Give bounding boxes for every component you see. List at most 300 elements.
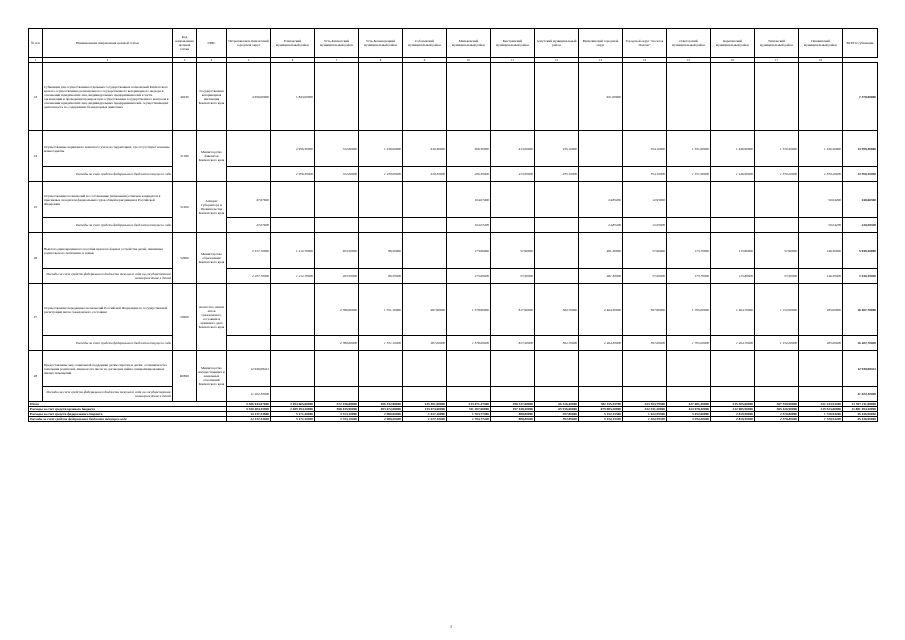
row-federal-value <box>491 387 535 402</box>
row-federal-label: Расходы за счет средств федерального бюджета текущего года на государственное вознаграждение в детей <box>43 269 173 284</box>
totals-value: 597,80000 <box>535 417 579 422</box>
row-federal-total: 240,60300 <box>843 218 878 233</box>
row-value: 86,50000 <box>359 233 403 269</box>
row-value: 24,85200 <box>579 182 623 218</box>
header-municipality: Городской округ "поселок Палана" <box>623 29 667 58</box>
row-total: 13 599,30000 <box>843 131 878 167</box>
row-value: 173,60000 <box>447 233 491 269</box>
row-federal-value: 610,30000 <box>403 167 447 182</box>
row-federal-value: 173,70000 <box>667 269 711 284</box>
header-municipality: Алеутский муниципальный район <box>535 29 579 58</box>
column-number: 8 <box>359 58 403 63</box>
row-value: 397,60000 <box>623 284 667 336</box>
row-federal-value: 2 956,30000 <box>271 167 315 182</box>
row-number: 28 <box>29 351 43 402</box>
row-federal-label: Расходы за счет средств федерального бюджета текущего года <box>43 336 173 351</box>
header-municipality: Тигильский муниципальный район <box>755 29 799 58</box>
row-value <box>403 182 447 218</box>
totals-value: 3 052,60000 <box>667 417 711 422</box>
totals-value: 424 678,30000 <box>667 407 711 412</box>
row-value <box>755 63 799 131</box>
row-value: 185,00000 <box>799 284 843 336</box>
row-number: 23 <box>29 63 43 131</box>
row-federal-value <box>271 387 315 402</box>
row-value: 1 239,00000 <box>359 131 403 167</box>
totals-value: 2 570,80000 <box>755 417 799 422</box>
column-number: 11 <box>491 58 535 63</box>
column-number: 7 <box>315 58 359 63</box>
totals-total: 11 927 211,08000 <box>843 402 878 407</box>
row-value: 203,50000 <box>315 233 359 269</box>
header-municipality: Елизовский муниципальный район <box>271 29 315 58</box>
row-federal-label: Расходы за счет средств федерального бюджета текущего года <box>43 218 173 233</box>
totals-value: 5 152,15300 <box>579 412 623 417</box>
totals-value: 496 532,88000 <box>359 402 403 407</box>
row-value <box>667 351 711 387</box>
row-federal-value: 104,07400 <box>447 218 491 233</box>
row-federal-value <box>315 218 359 233</box>
row-federal-value <box>667 387 711 402</box>
header-municipality: Пенжинский муниципальный район <box>799 29 843 58</box>
totals-value: 597,80000 <box>535 412 579 417</box>
row-value: 2 237,70000 <box>227 233 271 269</box>
row-federal-value <box>271 336 315 351</box>
row-code: 40230 <box>173 63 197 131</box>
row-value <box>227 284 271 336</box>
row-federal-value <box>623 387 667 402</box>
column-number: 10 <box>447 58 491 63</box>
totals-value: 66 316,40000 <box>535 402 579 407</box>
row-federal-value <box>403 218 447 233</box>
row-value: 817,90000 <box>491 284 535 336</box>
row-grbs: Государственная ветеринарная инспекция Камчатского края <box>197 63 227 131</box>
row-federal-value <box>359 387 403 402</box>
totals-value: 2 819,50000 <box>711 417 755 422</box>
header-municipality: Петропавловск-Камчатский городской округ <box>227 29 271 58</box>
totals-value: 572 156,08000 <box>315 402 359 407</box>
totals-value: 315 505,60000 <box>711 402 755 407</box>
row-value <box>535 63 579 131</box>
row-federal-value: 206,30000 <box>447 167 491 182</box>
row-value: 1 551,10000 <box>359 284 403 336</box>
totals-value: 1 763,77400 <box>447 417 491 422</box>
totals-value: 321 243,94200 <box>799 402 843 407</box>
row-value <box>271 182 315 218</box>
row-federal-value <box>271 218 315 233</box>
totals-value: 3 723,10000 <box>315 412 359 417</box>
table-body <box>29 58 878 422</box>
row-value <box>447 351 491 387</box>
row-federal-value: 115,80000 <box>711 269 755 284</box>
row-value: 362,70000 <box>535 284 579 336</box>
column-number: 12 <box>535 58 579 63</box>
row-federal-value <box>799 387 843 402</box>
totals-value: 135 491,90000 <box>403 402 447 407</box>
totals-value: 1 720,94200 <box>799 412 843 417</box>
row-value: 115,80000 <box>711 233 755 269</box>
row-value <box>491 351 535 387</box>
column-number: 2 <box>43 58 173 63</box>
totals-value: 365 426,90000 <box>755 407 799 412</box>
row-value <box>755 182 799 218</box>
totals-value: 1 763,77400 <box>447 412 491 417</box>
row-value: 722,60000 <box>315 131 359 167</box>
row-value: 997,60000 <box>403 284 447 336</box>
row-federal-value: 57,90000 <box>491 269 535 284</box>
row-federal-value: 86,50000 <box>359 269 403 284</box>
totals-value: 568 435,90000 <box>315 407 359 412</box>
subvention-table <box>28 28 878 422</box>
column-number: 4 <box>197 58 227 63</box>
row-federal-value <box>579 387 623 402</box>
table-row <box>29 351 878 387</box>
row-federal-value <box>447 387 491 402</box>
row-name: Субвенции для осуществления отдельных государственных полномочий Камчатского края по осуществлению регионального государственного ветеринарного надзора в отношении юридических лиц, индивидуальных предпринимателей в части организации и проведения проверок при осуществлении государственного контроля в отношении юридических лиц, индивидуальных предпринимателей, осуществляющих деятельность по содержанию безнадзорных животных <box>43 63 173 131</box>
row-value: 50,04200 <box>799 182 843 218</box>
row-federal-value: 481,30000 <box>579 269 623 284</box>
row-federal-value <box>579 167 623 182</box>
row-federal-value <box>315 387 359 402</box>
row-grbs: Аппарат Губернатора и Правительства Камчатского края <box>197 182 227 233</box>
row-code: 51200 <box>173 182 197 233</box>
row-value <box>271 351 315 387</box>
totals-value: 2 494 665,60000 <box>271 402 315 407</box>
row-value <box>491 182 535 218</box>
row-value: 206,30000 <box>447 131 491 167</box>
row-name: Предоставление мер социальной поддержки детям-сиротам и детям, оставшимся без попечения родителей, лицам из их числа по договорам найма специализированных жилых помещений <box>43 351 173 387</box>
row-federal-value: 1 795,00000 <box>667 336 711 351</box>
row-federal-value <box>535 387 579 402</box>
row-federal-value: 1 152,00000 <box>755 336 799 351</box>
table-row-federal <box>29 336 878 351</box>
row-value <box>755 351 799 387</box>
row-code: 51180 <box>173 131 197 182</box>
row-total: 7 370,00000 <box>843 63 878 131</box>
row-value <box>535 182 579 218</box>
totals-value: 493 672,08000 <box>359 407 403 412</box>
row-value <box>403 233 447 269</box>
table-row-federal <box>29 387 878 402</box>
row-value: 104,07400 <box>447 182 491 218</box>
row-federal-value: 2 780,60000 <box>315 336 359 351</box>
row-value <box>535 351 579 387</box>
totals-value: 888,80000 <box>491 417 535 422</box>
row-federal-value: 1 212,70000 <box>271 269 315 284</box>
totals-value: 133 674,60000 <box>403 407 447 412</box>
table-row-federal <box>29 269 878 284</box>
totals-value: 782 155,35700 <box>579 402 623 407</box>
page-number: 1 <box>450 624 452 629</box>
row-value <box>623 63 667 131</box>
row-total: 240,60300 <box>843 182 878 218</box>
row-federal-value <box>711 387 755 402</box>
row-value <box>315 63 359 131</box>
row-value <box>579 351 623 387</box>
row-number: 25 <box>29 182 43 233</box>
row-federal-total: 11 922,30000 <box>843 387 878 402</box>
table-row-federal <box>29 218 878 233</box>
row-federal-label: Расходы за счет средств федерального бюджета текущего года на государственное вознаграждение в детей <box>43 387 173 402</box>
column-number: 6 <box>271 58 315 63</box>
totals-value: 367 558,90000 <box>755 402 799 407</box>
column-number: 9 <box>403 58 447 63</box>
row-federal-value: 1 264,70000 <box>711 336 755 351</box>
row-federal-value: 11 922,30000 <box>227 387 271 402</box>
totals-total: 11 881 494,20000 <box>843 407 878 412</box>
totals-value: 65 916,60000 <box>535 407 579 412</box>
row-total: 5 049,30000 <box>843 233 878 269</box>
row-value: 554,10000 <box>623 131 667 167</box>
row-grbs: Министерство образования Камчатского края <box>197 233 227 284</box>
row-federal-value: 2 237,70000 <box>227 269 271 284</box>
row-federal-total: 13 599,30000 <box>843 167 878 182</box>
column-number: 1 <box>29 58 43 63</box>
document-sheet <box>28 28 878 422</box>
row-value: 1 446,90000 <box>711 131 755 167</box>
row-federal-value <box>755 218 799 233</box>
row-value <box>491 63 535 131</box>
row-value <box>667 63 711 131</box>
row-value <box>711 351 755 387</box>
row-value: 481,30000 <box>579 233 623 269</box>
totals-value: 197 448,20000 <box>491 407 535 412</box>
row-value <box>579 131 623 167</box>
column-number: 13 <box>579 58 623 63</box>
column-number: 16 <box>711 58 755 63</box>
row-value: 1 551,90000 <box>667 131 711 167</box>
row-federal-value <box>711 218 755 233</box>
row-value <box>447 63 491 131</box>
row-federal-value: 997,60000 <box>403 336 447 351</box>
row-value: 1 212,70000 <box>271 233 315 269</box>
header-total: ВСЕГО субвенции <box>843 29 878 58</box>
row-federal-value: 1 239,00000 <box>359 167 403 182</box>
totals-value: 5 350 484,35000 <box>227 407 271 412</box>
column-number: 3 <box>173 58 197 63</box>
row-value: 57,90000 <box>491 233 535 269</box>
row-value <box>359 63 403 131</box>
row-federal-value: 1 330,20000 <box>799 167 843 182</box>
row-federal-value: 1 378,60000 <box>447 336 491 351</box>
totals-label: Итого <box>29 402 227 407</box>
row-federal-value <box>667 218 711 233</box>
row-federal-value: 1 370,20000 <box>755 167 799 182</box>
row-federal-value: 185,00000 <box>799 336 843 351</box>
table-row <box>29 63 878 131</box>
row-federal-value: 57,90000 <box>623 269 667 284</box>
totals-value: 5 152,15300 <box>579 417 623 422</box>
row-federal-value: 57,90000 <box>755 269 799 284</box>
header-municipality: Усть-Большерецкий муниципальный район <box>359 29 403 58</box>
header-row <box>29 29 878 58</box>
row-federal-value: 413,00000 <box>491 167 535 182</box>
row-federal-label: Расходы за счет средств федерального бюджета текущего года <box>43 167 173 182</box>
row-federal-value: 554,10000 <box>623 167 667 182</box>
column-number: 17 <box>755 58 799 63</box>
header-municipality: Усть-Камчатский муниципальный район <box>315 29 359 58</box>
row-name: Выплата единовременного пособия при всех формах устройства детей, лишенных родительского попечения, в семью <box>43 233 173 269</box>
table-row <box>29 182 878 218</box>
row-value <box>403 63 447 131</box>
row-value <box>403 351 447 387</box>
row-federal-value <box>491 218 535 233</box>
row-federal-total: 16 487,70000 <box>843 336 878 351</box>
row-federal-value <box>535 218 579 233</box>
header-municipality: Вилючинский городской округ <box>579 29 623 58</box>
header-name: Наименование направления целевой статьи <box>43 29 173 58</box>
row-value <box>315 351 359 387</box>
header-municipality: Мильковский муниципальный район <box>447 29 491 58</box>
row-federal-value <box>359 218 403 233</box>
totals-value: 1 022,59300 <box>623 417 667 422</box>
row-value: 12 949,08421 <box>227 351 271 387</box>
row-value <box>227 131 271 167</box>
row-federal-value <box>403 269 447 284</box>
totals-value: 198 337,08000 <box>491 402 535 407</box>
totals-value: 1 617,10000 <box>403 412 447 417</box>
row-total: 12 949,08421 <box>843 351 878 387</box>
totals-value: 1 617,10000 <box>403 417 447 422</box>
header-municipality: Соболевский муниципальный район <box>403 29 447 58</box>
row-federal-value: 235,10000 <box>535 167 579 182</box>
table-row <box>29 233 878 269</box>
column-number: 18 <box>799 58 843 63</box>
totals-label: Расходы за счет средств федерального бюджета <box>29 412 227 417</box>
row-value: 47,67600 <box>227 182 271 218</box>
totals-value: 319 523,00000 <box>799 407 843 412</box>
row-value: 4 656,00000 <box>227 63 271 131</box>
row-federal-value <box>403 387 447 402</box>
totals-value: 2 570,80000 <box>755 412 799 417</box>
totals-value: 312 685,90000 <box>711 407 755 412</box>
row-value: 2 780,60000 <box>315 284 359 336</box>
totals-value: 313 071,37400 <box>447 402 491 407</box>
row-federal-value: 1 446,90000 <box>711 167 755 182</box>
table-row <box>29 284 878 336</box>
row-value: 2 464,30000 <box>579 284 623 336</box>
row-total: 16 487,70000 <box>843 284 878 336</box>
row-value: 610,30000 <box>403 131 447 167</box>
row-value <box>359 351 403 387</box>
row-value <box>711 63 755 131</box>
row-value: 2 956,30000 <box>271 131 315 167</box>
totals-value: 2 489 494,20000 <box>271 407 315 412</box>
totals-value: 14 137,33600 <box>227 412 271 417</box>
row-value <box>359 182 403 218</box>
row-federal-value: 362,70000 <box>535 336 579 351</box>
row-federal-value: 397,60000 <box>623 336 667 351</box>
totals-value: 5 171,40000 <box>271 412 315 417</box>
totals-value: 5 366 043,07600 <box>227 402 271 407</box>
row-federal-value: 50,04200 <box>799 218 843 233</box>
row-value: 146,30000 <box>799 233 843 269</box>
row-name: Осуществление первичного воинского учета на территориях, где отсутствуют военные комиссариаты <box>43 131 173 167</box>
header-grbs: ГРБС <box>197 29 227 58</box>
row-value <box>667 182 711 218</box>
header-code: Код направления целевой статьи <box>173 29 197 58</box>
totals-total: 45 436,90000 <box>843 417 878 422</box>
row-number: 27 <box>29 284 43 351</box>
column-number: 5 <box>227 58 271 63</box>
row-value: 12,95900 <box>623 182 667 218</box>
row-federal-value: 203,50000 <box>315 269 359 284</box>
row-code: R0820 <box>173 351 197 402</box>
row-value: 57,90000 <box>623 233 667 269</box>
row-federal-value <box>227 167 271 182</box>
table-row-federal <box>29 167 878 182</box>
totals-value: 427 681,30000 <box>667 402 711 407</box>
totals-value: 2 980,60000 <box>359 412 403 417</box>
row-name: Осуществление полномочий по составлению (изменению) списков кандидатов в присяжные заседатели федеральных судов общей юрисдикции в Российской Федерации <box>43 182 173 218</box>
row-code: 59300 <box>173 284 197 351</box>
totals-total: 45 436,90000 <box>843 412 878 417</box>
row-grbs: Министерство имущественных и земельных отношений Камчатского края <box>197 351 227 402</box>
row-number: 26 <box>29 233 43 284</box>
row-grbs: Агентство записи актов гражданского состояния и архивного дела Камчатского края <box>197 284 227 351</box>
header-municipality: Олюторский муниципальный район <box>667 29 711 58</box>
totals-value: 2 819,50000 <box>711 412 755 417</box>
row-federal-value: 1 551,10000 <box>359 336 403 351</box>
row-value: 1 843,00000 <box>271 63 315 131</box>
row-value: 1 378,60000 <box>447 284 491 336</box>
row-value <box>799 63 843 131</box>
row-federal-value: 1 551,90000 <box>667 167 711 182</box>
totals-value: 679 083,20000 <box>579 407 623 412</box>
column-number: 15 <box>667 58 711 63</box>
totals-value: 1 022,59300 <box>623 412 667 417</box>
row-value: 921,00000 <box>579 63 623 131</box>
row-value <box>623 351 667 387</box>
totals-value: 3 052,60000 <box>667 412 711 417</box>
row-value: 235,10000 <box>535 131 579 167</box>
row-federal-value <box>227 336 271 351</box>
row-value: 1 264,70000 <box>711 284 755 336</box>
row-value <box>535 233 579 269</box>
totals-value: 14 137,33600 <box>227 417 271 422</box>
row-value <box>711 182 755 218</box>
totals-value: 1 720,94200 <box>799 417 843 422</box>
row-name: Осуществление переданных полномочий Российской Федерации по государственной регистрации актов гражданского состояния <box>43 284 173 336</box>
row-value: 173,70000 <box>667 233 711 269</box>
header-municipality: Быстринский муниципальный район <box>491 29 535 58</box>
totals-label: Расходы за счет средств краевого бюджета <box>29 407 227 412</box>
row-federal-value: 173,60000 <box>447 269 491 284</box>
row-value <box>799 351 843 387</box>
totals-value: 888,80000 <box>491 412 535 417</box>
table-row <box>29 131 878 167</box>
row-code: 52600 <box>173 233 197 284</box>
row-value <box>271 284 315 336</box>
row-federal-value: 2 464,30000 <box>579 336 623 351</box>
row-value: 1 370,20000 <box>755 131 799 167</box>
row-value: 413,00000 <box>491 131 535 167</box>
totals-value: 5 171,40000 <box>271 417 315 422</box>
row-number: 24 <box>29 131 43 182</box>
row-value: 1 330,20000 <box>799 131 843 167</box>
row-value: 1 795,00000 <box>667 284 711 336</box>
row-federal-value: 47,67600 <box>227 218 271 233</box>
column-number: 14 <box>623 58 667 63</box>
totals-value: 3 723,10000 <box>315 417 359 422</box>
row-federal-value <box>755 387 799 402</box>
totals-value: 322 331,20000 <box>623 407 667 412</box>
totals-value: 323 353,79300 <box>623 402 667 407</box>
header-municipality: Карагинский муниципальный район <box>711 29 755 58</box>
row-federal-value: 24,85200 <box>579 218 623 233</box>
row-value: 1 152,00000 <box>755 284 799 336</box>
row-federal-value: 817,90000 <box>491 336 535 351</box>
totals-label: Расходы за счет средств федерального бюджета текущего года <box>29 417 227 422</box>
